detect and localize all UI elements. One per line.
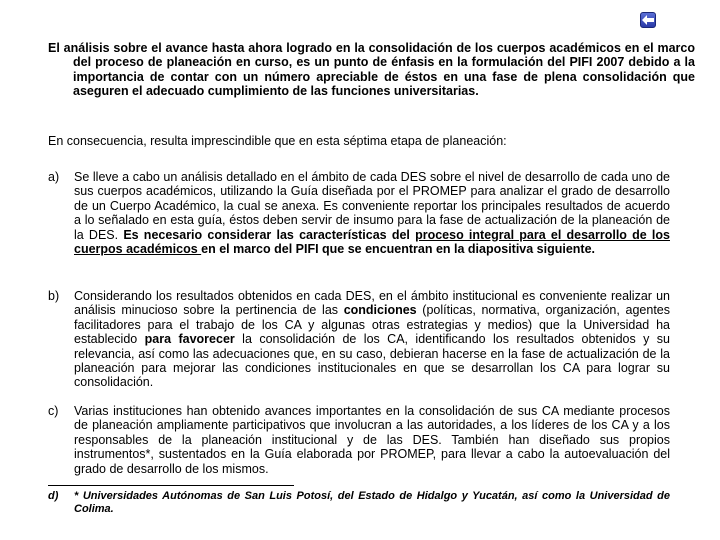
footnote-divider xyxy=(48,485,294,486)
footnote-text: * Universidades Autónomas de San Luis Potosí, del Estado de Hidalgo y Yucatán, así como la Universidad de Colima. xyxy=(74,490,670,515)
item-b-text-2: (políticas, normativa, organización, agentes facilitadores para el trabajo de los CA y algunas otras estrategias y medios) que la Universidad ha establecido xyxy=(74,303,670,347)
intro-paragraph: El análisis sobre el avance hasta ahora logrado en la consolidación de los cuerpos académicos en el marco del proceso de planeación en curso, es un punto de énfasis en la formulación del PIFI 2007 debido a la importancia de contar con un número apreciable de éstos en una fase de plena consolidación que aseguren el adecuado cumplimiento de las funciones universitarias. xyxy=(48,41,695,99)
list-marker: c) xyxy=(48,404,59,418)
back-arrow-icon xyxy=(642,15,654,25)
back-button[interactable] xyxy=(640,12,656,28)
list-item-text xyxy=(74,289,670,390)
item-a-underlined: proceso integral para el desarrollo de los cuerpos académicos xyxy=(74,227,670,257)
item-a-text: Se lleve a cabo un análisis detallado en el ámbito de cada DES sobre el nivel de desarrollo de cada uno de sus cuerpos académicos, utilizando la Guía diseñada por el PROMEP para analizar el grado de desarrollo de un Cuerpo Académico, la cual se anexa. Es conveniente reportar los principales resultados de acuerdo a lo señalado en esta guía, éstos deben servir de insumo para la fase de actualización de la planeación de la DES. xyxy=(74,170,670,242)
item-a-emphasis-end: en el marco del PIFI que se encuentran en la diapositiva siguiente. xyxy=(201,242,596,257)
list-item-a xyxy=(48,170,670,256)
lead-sentence: En consecuencia, resulta imprescindible que en esta séptima etapa de planeación: xyxy=(48,134,507,148)
list-item-text xyxy=(74,170,670,256)
list-item-b xyxy=(48,289,670,390)
item-b-text: Considerando los resultados obtenidos en cada DES, en el ámbito institucional es conveniente realizar un análisis minucioso sobre la pertinencia de las xyxy=(74,289,670,318)
footnote-marker: d) xyxy=(48,490,59,502)
item-b-text-3: la consolidación de los CA, identificando los resultados obtenidos y su relevancia, así como las adecuaciones que, en su caso, debieran hacerse en la fase de actualización de la planeación para mejorar las condiciones institucionales en que se desarrollan los CA para lograr su consolidación. xyxy=(74,332,670,390)
list-marker: b) xyxy=(48,289,60,303)
list-item-text: Varias instituciones han obtenido avances importantes en la consolidación de sus CA mediante procesos de planeación ampliamente participativos que involucran a las autoridades, a los líderes de los CA y a los responsables de la planeación institucional y de las DES. También han diseñado sus propios instrumentos*, sustentados en la Guía elaborada por PROMEP, para llevar a cabo la autoevaluación del grado de desarrollo de los mismos. xyxy=(74,404,670,476)
footnote xyxy=(48,490,670,516)
item-b-emphasis: condiciones xyxy=(343,303,417,318)
list-item-c xyxy=(48,404,670,476)
item-b-emphasis-2: para favorecer xyxy=(144,332,235,347)
item-a-emphasis: Es necesario considerar las características del xyxy=(123,227,416,242)
list-marker: a) xyxy=(48,170,60,184)
